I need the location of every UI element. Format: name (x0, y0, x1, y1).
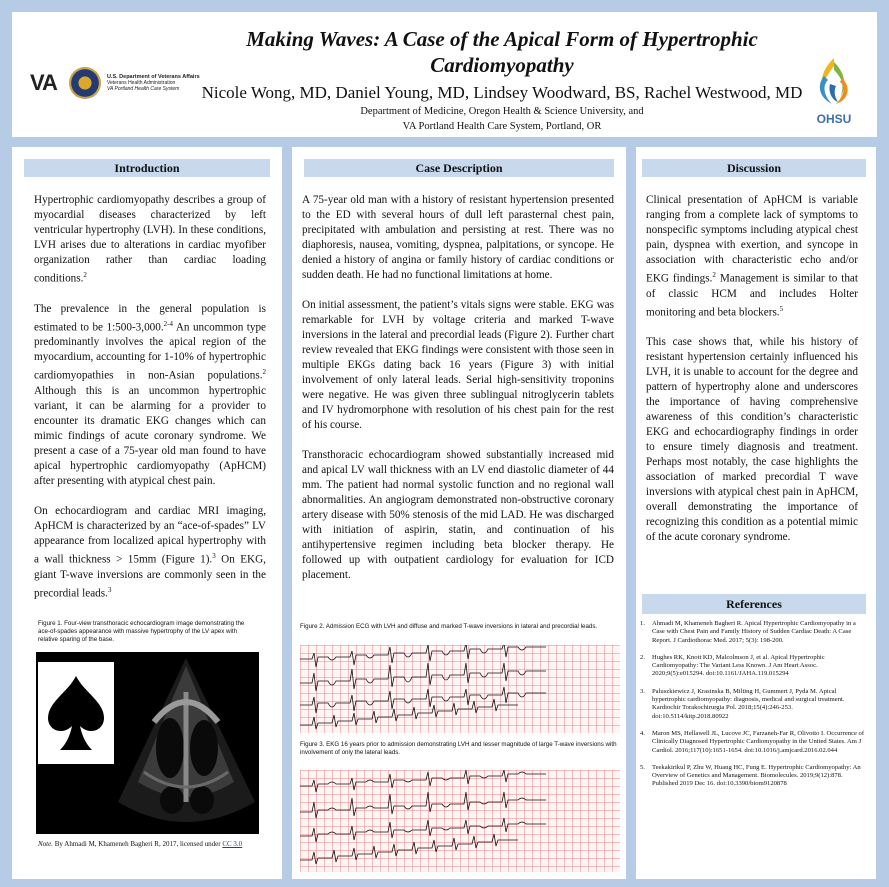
case-description-body (302, 193, 614, 583)
ace-of-spades-image (38, 662, 114, 764)
discussion-paragraph-1: Clinical presentation of ApHCM is variable ranging from a complete lack of symptoms to nonspecific symptoms including atypical chest pain, dyspnea with exertion, and syncope in association with characteristic echo and/or EKG findings.$^2$ Management is similar to that of classic HCM and includes Holter monitoring and beta blockers.$^5$ (646, 194, 858, 319)
ohsu-logo (808, 56, 860, 126)
poster-header (12, 12, 877, 137)
introduction-body (34, 193, 266, 602)
figure-3-ecg (300, 770, 620, 872)
ohsu-logo-text: OHSU (816, 112, 852, 126)
cc-license-link[interactable]: CC 3.0 (222, 840, 243, 848)
figure-1-echocardiogram (36, 652, 259, 834)
reference-item: 3. Paluszkiewicz J, Krasinska B, Milting H, Gummert J, Pyda M. Apical hypertrophic cardiomyopathy: diagnosis, medical and surgical treatment. Kardiochir Torakochirurgia Pol. 2018;15(4):246-253. doi:10.5114/kitp.2018.80922 (640, 687, 845, 720)
case-paragraph-3: Transthoracic echocardiogram showed substantially increased mid and apical LV wall thickness with an LV end diastolic diameter of 44 mm. The patient had normal systolic function and no regional wall abnormalities. An angiogram demonstrated non-obstructive coronary artery disease with 50% stenosis of the mid LAD. He was discharged with initiation of aspirin, statin, and continuation of his antihypertensive regimen including beta blocker therapy. He followed up with outpatient cardiology for evaluation for ICD placement. (302, 449, 614, 581)
intro-paragraph-3: On echocardiogram and cardiac MRI imaging, ApHCM is characterized by an “ace-of-spades” LV appearance from localized apical hypertrophy with a wall thickness > 15mm (Figure 1).$^3$ On EKG, giant T-wave inversions are commonly seen in the precordial leads.$^3$ (34, 505, 266, 600)
figure-1-note: Note. By Ahmadi M, Khameneh Bagheri R, 2017, licensed under CC 3.0 (38, 840, 243, 848)
intro-paragraph-1: Hypertrophic cardiomyopathy describes a group of myocardial diseases characterized by left ventricular hypertrophy (LVH). In these conditions, LVH arises due to alterations in cardiac myofiber organization rather than cardiac loading conditions.$^2$ (34, 194, 266, 285)
va-logo-text: VA (30, 70, 57, 95)
discussion-body (646, 193, 858, 545)
ecg-trace-admission (300, 645, 620, 733)
case-description-heading: Case Description (304, 159, 614, 177)
ohsu-flame-icon (808, 56, 860, 110)
figure-2-ecg (300, 645, 620, 733)
references-list (640, 620, 870, 798)
echo-scan-image (114, 652, 259, 834)
case-paragraph-2: On initial assessment, the patient’s vitals signs were stable. EKG was remarkable for LVH by voltage criteria and marked T-wave inversions in the lateral and precordial leads (Figure 2). Further chart review revealed that EKG findings were consistent with those seen in multiple EKGs dating back 16 years (Figure 3) with initial involvement of only lateral leads. Serial high-sensitivity troponins were negative. He was given three sublingual nitroglycerin tablets and IV hydromorphone with resolution of his chest pain for the rest of his course. (302, 299, 614, 431)
poster-title: Making Waves: A Case of the Apical Form of Hypertrophic Cardiomyopathy (246, 27, 758, 77)
figure-2-caption: Figure 2. Admission ECG with LVH and diffuse and marked T-wave inversions in lateral and precordial leads. (300, 623, 598, 630)
reference-item: 2. Hughes RK, Knott KD, Malcolmson J, et al. Apical Hypertrophic Cardiomyopathy: The Variant Less Known. J Am Heart Assoc. 2020;9(5):e015294. doi:10.1161/JAHA.119.015294 (640, 653, 825, 678)
reference-item: 1. Ahmadi M, Khameneh Bagheri R. Apical Hypertrophic Cardiomyopathy in a Case with Chest Pain and Family History of Sudden Cardiac Death: A Case Report. J Cardiothorac Med. 2017; 5(3): 198-200. (640, 620, 856, 644)
discussion-paragraph-2: This case shows that, while his history of resistant hypertension certainly influenced his LVH, it is unable to account for the degree and pattern of hypertrophy alone and underscores the importance of having comprehensive awareness of this condition’s characteristic EKG and echocardiography findings in order to ensure timely diagnosis and treatment. Perhaps most notably, the case highlights the association of marked precordial T wave inversions with atypical chest pain in ApHCM, overall demonstrating the importance of recognizing this condition as a potential mimic of the acute coronary syndrome. (646, 336, 858, 544)
spade-icon (38, 662, 114, 764)
intro-paragraph-2: The prevalence in the general population is estimated to be 1:500-3,000.$^{2-4}$ An uncommon type predominantly involves the apical region of the myocardium, accounting for 1-10% of hypertrophic cardiomyopathies in non-Asian populations.$^2$ Although this is an uncommon hypertrophic variant, it can be alarming for a provider to encounter its dramatic EKG changes which can mimic findings of acute coronary syndrome. We present a case of a 75-year old man found to have apical hypertrophic cardiomyopathy (ApHCM) after presenting with atypical chest pain. (34, 302, 266, 488)
discussion-heading: Discussion (642, 159, 866, 177)
va-department-text: U.S. Department of Veterans Affairs Veterans Health Administration VA Portland Health Care System (106, 74, 200, 92)
reference-item: 5. Teekakirikul P, Zhu W, Huang HC, Fung E. Hypertrophic Cardiomyopathy: An Overview of Genetics and Management. Biomolecules. 2019;9(12):878. Published 2019 Dec 16. doi:10.3390/biom9120878 (640, 763, 861, 788)
va-logo (30, 67, 202, 99)
ecg-trace-prior (300, 770, 620, 872)
poster-affiliation: Department of Medicine, Oregon Health & Science University, and VA Portland Health Care System, Portland, OR (360, 106, 644, 132)
introduction-heading: Introduction (24, 159, 270, 177)
reference-item: 4. Maron MS, Hellawell JL, Lucove JC, Farzaneh-Far R, Olivotto I. Occurrence of Clinically Diagnosed Hypertrophic Cardiomyopathy in the United States. Am J Cardiol. 2016;117(10):1651-1654. doi:10.1016/j.amjcard.2016.02.044 (640, 729, 865, 754)
va-seal-icon (69, 67, 101, 99)
figure-1-caption: Figure 1. Four-view transthoracic echocardiogram image demonstrating the ace-of-spades appearance with massive hypertrophy of the LV apex with relative sparing of the base. (38, 620, 245, 643)
figure-3-caption: Figure 3. EKG 16 years prior to admission demonstrating LVH and lesser magnitude of large T-wave inversions with involvement of only the lateral leads. (300, 741, 617, 756)
case-paragraph-1: A 75-year old man with a history of resistant hypertension presented to the ED with several hours of dull left parasternal chest pain, precipitated with ambulation and persisting at rest. There was no diaphoresis, nausea, vomiting, dyspnea, palpitations, or syncope. He denied a history of angina or family history of cardiac conditions or sudden death. He had no functional limitations at home. (302, 194, 614, 281)
references-heading: References (642, 594, 866, 614)
poster-authors: Nicole Wong, MD, Daniel Young, MD, Lindsey Woodward, BS, Rachel Westwood, MD (201, 83, 803, 102)
